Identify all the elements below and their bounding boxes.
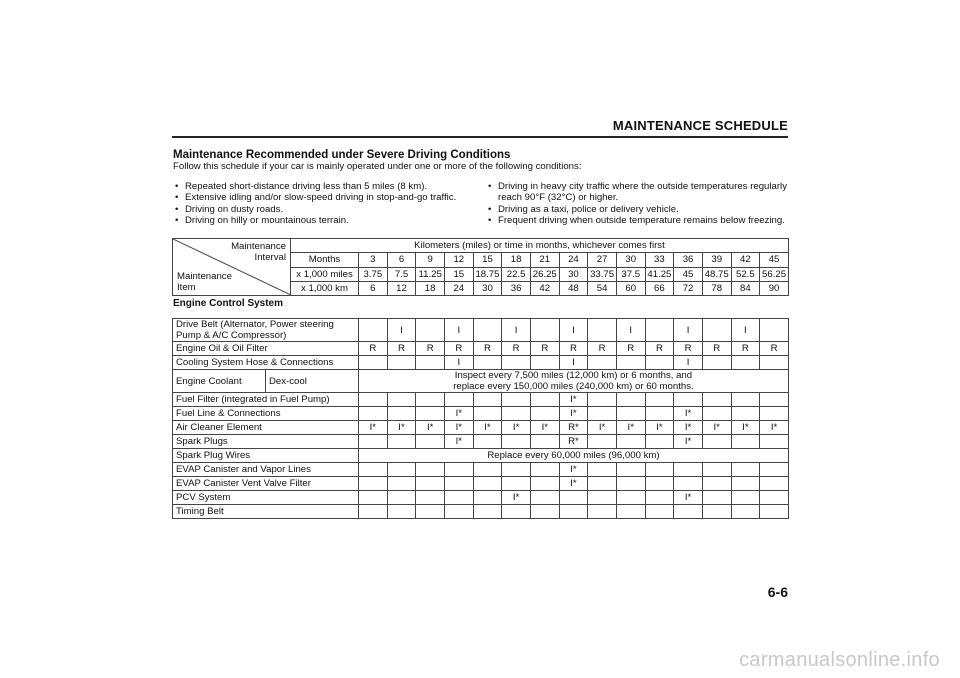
schedule-action-cell [588, 319, 617, 342]
schedule-action-cell: R [702, 342, 731, 356]
interval-value-cell: 60 [616, 281, 645, 295]
schedule-action-cell [645, 407, 674, 421]
interval-value-cell: 30 [616, 253, 645, 267]
interval-value-cell: 18 [502, 253, 531, 267]
schedule-row [173, 407, 789, 421]
schedule-action-cell [588, 463, 617, 477]
schedule-action-cell [359, 356, 388, 370]
interval-value-cell: 72 [674, 281, 703, 295]
schedule-action-cell: R [588, 342, 617, 356]
schedule-action-cell [674, 477, 703, 491]
schedule-action-cell [387, 463, 416, 477]
interval-row-label: Months [291, 253, 359, 267]
conditions-list-left [174, 181, 474, 226]
schedule-action-cell: I* [502, 491, 531, 505]
schedule-action-cell [530, 319, 559, 342]
schedule-action-cell: I [559, 319, 588, 342]
schedule-action-cell: I* [444, 407, 473, 421]
schedule-action-cell [387, 491, 416, 505]
interval-value-cell: 48.75 [702, 267, 731, 281]
schedule-action-cell [760, 463, 789, 477]
schedule-action-cell: I* [559, 477, 588, 491]
schedule-action-cell [674, 463, 703, 477]
schedule-action-cell: I* [559, 407, 588, 421]
schedule-note-cell: Inspect every 7,500 miles (12,000 km) or 6 months, and replace every 150,000 miles (240,000 km) or 60 months. [359, 370, 789, 393]
page-header-title: MAINTENANCE SCHEDULE [612, 118, 788, 133]
schedule-action-cell [444, 477, 473, 491]
interval-value-cell: 42 [731, 253, 760, 267]
schedule-row [173, 463, 789, 477]
interval-value-cell: 12 [387, 281, 416, 295]
schedule-action-cell [359, 393, 388, 407]
schedule-action-cell [473, 477, 502, 491]
schedule-action-cell [731, 435, 760, 449]
schedule-row [173, 505, 789, 519]
schedule-action-cell: I [559, 356, 588, 370]
conditions-list-right [487, 181, 787, 226]
schedule-action-cell [473, 319, 502, 342]
interval-value-cell: 45 [674, 267, 703, 281]
header-rule [172, 136, 788, 138]
condition-item: • Driving on dusty roads. [174, 204, 474, 215]
schedule-action-cell [760, 435, 789, 449]
schedule-action-cell: I* [416, 421, 445, 435]
schedule-action-cell [416, 393, 445, 407]
interval-value-cell: 37.5 [616, 267, 645, 281]
interval-corner-cell [173, 239, 291, 296]
interval-value-cell: 9 [416, 253, 445, 267]
schedule-action-cell [760, 491, 789, 505]
interval-value-cell: 33.75 [588, 267, 617, 281]
interval-value-cell: 30 [559, 267, 588, 281]
schedule-action-cell [645, 356, 674, 370]
schedule-row [173, 393, 789, 407]
schedule-action-cell: R [731, 342, 760, 356]
interval-value-cell: 18 [416, 281, 445, 295]
schedule-action-cell: I [502, 319, 531, 342]
schedule-action-cell: R [530, 342, 559, 356]
schedule-action-cell [530, 356, 559, 370]
maintenance-item-label: EVAP Canister Vent Valve Filter [173, 477, 359, 491]
interval-value-cell: 6 [359, 281, 388, 295]
schedule-action-cell [731, 407, 760, 421]
schedule-action-cell [760, 319, 789, 342]
condition-item: • Extensive idling and/or slow-speed driving in stop-and-go traffic. [174, 192, 474, 203]
schedule-action-cell [645, 393, 674, 407]
condition-item: • Driving on hilly or mountainous terrain. [174, 215, 474, 226]
schedule-action-cell: R [559, 342, 588, 356]
schedule-action-cell [416, 356, 445, 370]
schedule-row [173, 491, 789, 505]
schedule-action-cell [502, 463, 531, 477]
schedule-action-cell [530, 463, 559, 477]
schedule-action-cell [387, 477, 416, 491]
interval-value-cell: 84 [731, 281, 760, 295]
schedule-action-cell [473, 435, 502, 449]
schedule-action-cell: I* [731, 421, 760, 435]
maintenance-item-label: Engine Coolant [173, 370, 266, 393]
schedule-action-cell [616, 435, 645, 449]
schedule-action-cell [444, 505, 473, 519]
interval-value-cell: 39 [702, 253, 731, 267]
schedule-note-cell: Replace every 60,000 miles (96,000 km) [359, 449, 789, 463]
schedule-action-cell [616, 356, 645, 370]
schedule-action-cell: R [387, 342, 416, 356]
interval-table [172, 238, 789, 296]
schedule-action-cell: I [444, 319, 473, 342]
schedule-action-cell: I* [674, 491, 703, 505]
schedule-row [173, 370, 789, 393]
schedule-row [173, 421, 789, 435]
schedule-action-cell [616, 463, 645, 477]
schedule-action-cell: I* [559, 463, 588, 477]
schedule-action-cell: I* [359, 421, 388, 435]
interval-value-cell: 24 [444, 281, 473, 295]
schedule-action-cell [387, 435, 416, 449]
schedule-action-cell: I* [702, 421, 731, 435]
schedule-action-cell [731, 393, 760, 407]
schedule-action-cell: I* [444, 435, 473, 449]
interval-value-cell: 48 [559, 281, 588, 295]
schedule-action-cell: I* [530, 421, 559, 435]
schedule-action-cell [473, 491, 502, 505]
schedule-action-cell [359, 463, 388, 477]
condition-item: • Frequent driving when outside temperature remains below freezing. [487, 215, 787, 226]
schedule-table [172, 318, 789, 519]
schedule-action-cell [387, 393, 416, 407]
interval-value-cell: 6 [387, 253, 416, 267]
schedule-action-cell [588, 477, 617, 491]
maintenance-item-subtype: Dex-cool [266, 370, 359, 393]
interval-value-cell: 21 [530, 253, 559, 267]
maintenance-item-label: Fuel Line & Connections [173, 407, 359, 421]
schedule-action-cell [502, 407, 531, 421]
schedule-action-cell: I* [674, 421, 703, 435]
schedule-action-cell [530, 407, 559, 421]
schedule-action-cell [444, 393, 473, 407]
interval-value-cell: 36 [502, 281, 531, 295]
schedule-action-cell: R [760, 342, 789, 356]
maintenance-item-label: Air Cleaner Element [173, 421, 359, 435]
schedule-action-cell [416, 319, 445, 342]
schedule-action-cell [530, 505, 559, 519]
corner-top-line1: Maintenance [231, 241, 286, 252]
schedule-action-cell [645, 463, 674, 477]
intro-text: Follow this schedule if your car is mainly operated under one or more of the following conditions: [173, 161, 582, 172]
schedule-row [173, 356, 789, 370]
schedule-action-cell [645, 477, 674, 491]
schedule-action-cell [416, 477, 445, 491]
schedule-action-cell [731, 463, 760, 477]
schedule-action-cell [444, 463, 473, 477]
schedule-action-cell: I* [559, 393, 588, 407]
schedule-action-cell [530, 491, 559, 505]
maintenance-item-label: Engine Oil & Oil Filter [173, 342, 359, 356]
interval-value-cell: 22.5 [502, 267, 531, 281]
watermark: carmanualsonline.info [739, 649, 940, 671]
schedule-action-cell [702, 505, 731, 519]
schedule-action-cell: I [731, 319, 760, 342]
schedule-action-cell [702, 356, 731, 370]
interval-value-cell: 45 [760, 253, 789, 267]
schedule-action-cell: R [674, 342, 703, 356]
schedule-action-cell [588, 491, 617, 505]
interval-value-cell: 30 [473, 281, 502, 295]
schedule-row [173, 449, 789, 463]
schedule-action-cell [359, 407, 388, 421]
schedule-action-cell [416, 435, 445, 449]
schedule-action-cell [645, 491, 674, 505]
interval-value-cell: 24 [559, 253, 588, 267]
maintenance-item-label: Timing Belt [173, 505, 359, 519]
schedule-action-cell: I* [645, 421, 674, 435]
schedule-action-cell: I* [674, 407, 703, 421]
interval-value-cell: 7.5 [387, 267, 416, 281]
corner-top-line2: Interval [254, 252, 286, 263]
schedule-action-cell [588, 407, 617, 421]
schedule-action-cell [416, 407, 445, 421]
schedule-action-cell [702, 477, 731, 491]
schedule-action-cell: I* [674, 435, 703, 449]
schedule-action-cell [702, 491, 731, 505]
schedule-action-cell [645, 435, 674, 449]
schedule-action-cell [387, 505, 416, 519]
schedule-action-cell: R [502, 342, 531, 356]
interval-value-cell: 78 [702, 281, 731, 295]
schedule-action-cell [674, 393, 703, 407]
interval-value-cell: 26.25 [530, 267, 559, 281]
schedule-action-cell [387, 407, 416, 421]
schedule-action-cell [559, 491, 588, 505]
interval-value-cell: 36 [674, 253, 703, 267]
schedule-action-cell [760, 505, 789, 519]
schedule-action-cell [473, 505, 502, 519]
schedule-action-cell [616, 393, 645, 407]
schedule-action-cell [760, 407, 789, 421]
interval-value-cell: 15 [473, 253, 502, 267]
schedule-action-cell: R* [559, 421, 588, 435]
maintenance-item-label: EVAP Canister and Vapor Lines [173, 463, 359, 477]
schedule-action-cell [588, 435, 617, 449]
schedule-action-cell [530, 393, 559, 407]
maintenance-item-label: Fuel Filter (integrated in Fuel Pump) [173, 393, 359, 407]
schedule-action-cell: I* [473, 421, 502, 435]
schedule-action-cell: R [616, 342, 645, 356]
schedule-action-cell [416, 463, 445, 477]
schedule-action-cell [731, 356, 760, 370]
corner-bottom-line2: Item [177, 282, 196, 293]
schedule-action-cell: I [674, 356, 703, 370]
page-number: 6-6 [767, 584, 788, 600]
schedule-action-cell [502, 477, 531, 491]
maintenance-item-label: PCV System [173, 491, 359, 505]
schedule-action-cell [588, 505, 617, 519]
interval-value-cell: 66 [645, 281, 674, 295]
schedule-action-cell [702, 393, 731, 407]
schedule-action-cell [502, 393, 531, 407]
schedule-action-cell [731, 491, 760, 505]
schedule-action-cell: R [359, 342, 388, 356]
schedule-action-cell [702, 463, 731, 477]
schedule-action-cell [473, 463, 502, 477]
schedule-action-cell: I [616, 319, 645, 342]
schedule-action-cell [588, 356, 617, 370]
schedule-action-cell [645, 505, 674, 519]
schedule-action-cell [645, 319, 674, 342]
condition-item: • Repeated short-distance driving less than 5 miles (8 km). [174, 181, 474, 192]
condition-item: • Driving as a taxi, police or delivery vehicle. [487, 204, 787, 215]
schedule-row [173, 435, 789, 449]
interval-value-cell: 33 [645, 253, 674, 267]
schedule-action-cell [359, 477, 388, 491]
interval-value-cell: 27 [588, 253, 617, 267]
schedule-row [173, 319, 789, 342]
schedule-action-cell: I* [760, 421, 789, 435]
schedule-action-cell [359, 319, 388, 342]
interval-value-cell: 3.75 [359, 267, 388, 281]
interval-value-cell: 18.75 [473, 267, 502, 281]
schedule-action-cell [502, 356, 531, 370]
schedule-action-cell [760, 356, 789, 370]
corner-bottom-line1: Maintenance [177, 271, 232, 282]
interval-value-cell: 52.5 [731, 267, 760, 281]
schedule-action-cell [416, 505, 445, 519]
schedule-action-cell [416, 491, 445, 505]
schedule-action-cell [674, 505, 703, 519]
maintenance-item-label: Drive Belt (Alternator, Power steering Pump & A/C Compressor) [173, 319, 359, 342]
maintenance-item-label: Spark Plug Wires [173, 449, 359, 463]
schedule-action-cell [616, 477, 645, 491]
schedule-action-cell [530, 435, 559, 449]
schedule-action-cell [473, 407, 502, 421]
condition-item: • Driving in heavy city traffic where the outside temperatures regularly reach 90°F (32°C) or higher. [487, 181, 787, 204]
schedule-action-cell: I* [616, 421, 645, 435]
schedule-action-cell: I [674, 319, 703, 342]
schedule-action-cell [359, 491, 388, 505]
interval-value-cell: 3 [359, 253, 388, 267]
schedule-action-cell: I [444, 356, 473, 370]
interval-value-cell: 90 [760, 281, 789, 295]
schedule-action-cell [760, 477, 789, 491]
section-title: Engine Control System [173, 298, 284, 309]
schedule-action-cell [616, 505, 645, 519]
schedule-action-cell [502, 435, 531, 449]
schedule-action-cell: R [416, 342, 445, 356]
schedule-action-cell [731, 477, 760, 491]
schedule-action-cell: R [645, 342, 674, 356]
schedule-action-cell: I* [444, 421, 473, 435]
interval-value-cell: 15 [444, 267, 473, 281]
schedule-action-cell [588, 393, 617, 407]
schedule-action-cell: I [387, 319, 416, 342]
schedule-action-cell [444, 491, 473, 505]
schedule-action-cell: R [444, 342, 473, 356]
schedule-action-cell [702, 319, 731, 342]
schedule-action-cell [359, 435, 388, 449]
schedule-action-cell [760, 393, 789, 407]
schedule-row [173, 477, 789, 491]
interval-value-cell: 41.25 [645, 267, 674, 281]
schedule-action-cell [359, 505, 388, 519]
schedule-action-cell [473, 356, 502, 370]
interval-row-label: x 1,000 miles [291, 267, 359, 281]
schedule-action-cell [387, 356, 416, 370]
maintenance-item-label: Spark Plugs [173, 435, 359, 449]
schedule-action-cell: I* [502, 421, 531, 435]
interval-value-cell: 56.25 [760, 267, 789, 281]
interval-value-cell: 11.25 [416, 267, 445, 281]
schedule-action-cell [702, 435, 731, 449]
schedule-action-cell: R [473, 342, 502, 356]
schedule-action-cell: I* [387, 421, 416, 435]
schedule-action-cell: I* [588, 421, 617, 435]
schedule-action-cell: R* [559, 435, 588, 449]
schedule-action-cell [559, 505, 588, 519]
maintenance-item-label: Cooling System Hose & Connections [173, 356, 359, 370]
interval-value-cell: 42 [530, 281, 559, 295]
page-heading: Maintenance Recommended under Severe Driving Conditions [173, 149, 511, 161]
interval-value-cell: 12 [444, 253, 473, 267]
schedule-row [173, 342, 789, 356]
interval-row-label: x 1,000 km [291, 281, 359, 295]
schedule-action-cell [702, 407, 731, 421]
schedule-action-cell [473, 393, 502, 407]
schedule-action-cell [616, 407, 645, 421]
interval-caption: Kilometers (miles) or time in months, whichever comes first [291, 239, 789, 253]
schedule-action-cell [530, 477, 559, 491]
schedule-action-cell [502, 505, 531, 519]
schedule-action-cell [616, 491, 645, 505]
interval-value-cell: 54 [588, 281, 617, 295]
schedule-action-cell [731, 505, 760, 519]
